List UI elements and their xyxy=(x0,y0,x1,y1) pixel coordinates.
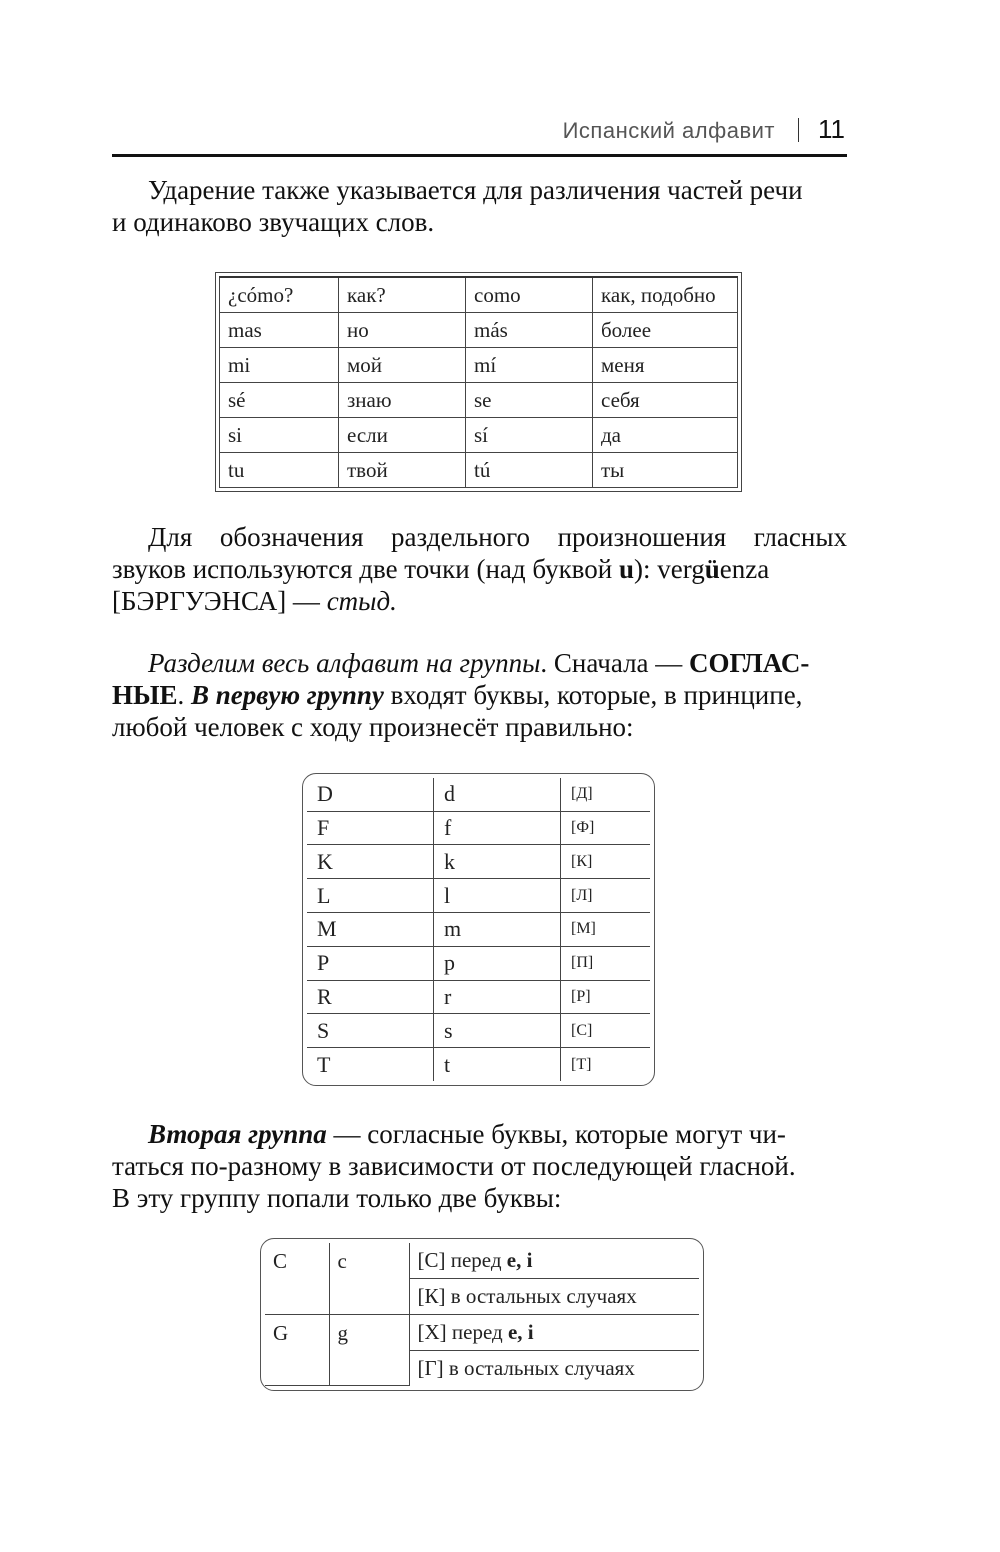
table-cell: tú xyxy=(466,453,593,488)
table-cell xyxy=(409,1243,699,1278)
first-group-table xyxy=(302,773,655,1086)
table-cell: L xyxy=(307,879,434,913)
table-row xyxy=(220,418,738,453)
table-row xyxy=(220,313,738,348)
table-cell: [М] xyxy=(561,913,651,947)
table-cell: s xyxy=(434,1014,561,1048)
table-cell: g xyxy=(329,1314,409,1385)
text-run: [БЭРГУЭНСА] — xyxy=(112,586,327,616)
stress-words-grid xyxy=(219,276,738,488)
table-cell: S xyxy=(307,1014,434,1048)
table-row xyxy=(220,277,738,313)
table-cell: t xyxy=(434,1048,561,1081)
text-run: в остальных случаях xyxy=(443,1355,635,1380)
table-cell: F xyxy=(307,811,434,845)
table-cell: [К] xyxy=(561,845,651,879)
paragraph-line: таться по-разному в зависимости от последующей гласной. xyxy=(112,1151,796,1181)
table-cell: ты xyxy=(593,453,738,488)
table-cell: si xyxy=(220,418,339,453)
table-cell: mas xyxy=(220,313,339,348)
table-cell: d xyxy=(434,778,561,811)
table-cell: c xyxy=(329,1243,409,1314)
bold-text: НЫЕ xyxy=(112,680,178,710)
bold-letter: u xyxy=(618,554,634,584)
table-cell: как, подобно xyxy=(593,277,738,313)
table-cell: l xyxy=(434,879,561,913)
text-run: enza xyxy=(719,554,770,584)
paragraph-line xyxy=(112,553,847,585)
table-cell: [Т] xyxy=(561,1048,651,1081)
table-cell: D xyxy=(307,778,434,811)
table-cell xyxy=(409,1314,699,1350)
text-run: ): verg xyxy=(633,554,705,584)
running-head-title: Испанский алфавит xyxy=(562,118,775,143)
paragraph-second-group xyxy=(112,1118,847,1214)
text-run: [С] перед xyxy=(417,1247,507,1272)
table-cell: [С] xyxy=(561,1014,651,1048)
paragraph-stress xyxy=(112,174,847,238)
table-row xyxy=(220,453,738,488)
table-cell: да xyxy=(593,418,738,453)
table-cell: como xyxy=(466,277,593,313)
first-group-grid xyxy=(307,778,650,1081)
table-cell: меня xyxy=(593,348,738,383)
table-cell: m xyxy=(434,913,561,947)
text-run: входят буквы, которые, в принципе, xyxy=(383,680,803,710)
bold-text: e, i xyxy=(507,1319,534,1344)
table-row xyxy=(307,879,650,913)
page-number: 11 xyxy=(818,114,845,144)
text-run: [К] xyxy=(417,1283,446,1308)
table-cell: ¿cómo? xyxy=(220,277,339,313)
paragraph-line: и одинаково звучащих слов. xyxy=(112,207,435,237)
table-cell: [Д] xyxy=(561,778,651,811)
text-run: [Г] xyxy=(417,1355,444,1380)
table-row xyxy=(220,348,738,383)
table-cell xyxy=(409,1278,699,1314)
table-row xyxy=(307,913,650,947)
table-row xyxy=(307,980,650,1014)
text-run: звуков используются две точки (над буквой xyxy=(112,554,619,584)
second-group-table xyxy=(260,1238,704,1391)
table-cell: C xyxy=(265,1243,329,1314)
table-cell: f xyxy=(434,811,561,845)
bold-text: СОГЛАС- xyxy=(689,648,810,678)
table-cell: [Ф] xyxy=(561,811,651,845)
table-row xyxy=(307,811,650,845)
paragraph-line xyxy=(112,679,847,711)
bold-letter: ü xyxy=(704,554,720,584)
second-group-grid xyxy=(265,1243,699,1386)
table-row xyxy=(307,1014,650,1048)
table-cell: [Л] xyxy=(561,879,651,913)
table-cell: M xyxy=(307,913,434,947)
paragraph-line: В эту группу попали только две буквы: xyxy=(112,1183,562,1213)
text-run: . xyxy=(177,680,192,710)
running-head xyxy=(112,112,847,157)
paragraph-line xyxy=(112,1118,847,1150)
text-run: в остальных случаях xyxy=(445,1283,637,1308)
italic-translation: стыд. xyxy=(326,586,397,616)
table-row xyxy=(307,946,650,980)
bold-italic-text: Вторая группа xyxy=(148,1119,327,1149)
table-cell: как? xyxy=(339,277,466,313)
table-cell: T xyxy=(307,1048,434,1081)
table-cell: R xyxy=(307,980,434,1014)
paragraph-line: Для обозначения раздельного произношения гласных xyxy=(148,522,847,552)
table-cell: более xyxy=(593,313,738,348)
table-row xyxy=(265,1243,699,1278)
paragraph-diaeresis xyxy=(112,521,847,617)
table-row xyxy=(265,1314,699,1350)
running-head-separator xyxy=(798,118,799,142)
italic-text: Разделим весь алфавит на группы xyxy=(148,648,541,678)
table-cell: G xyxy=(265,1314,329,1385)
table-cell: mi xyxy=(220,348,339,383)
table-cell: se xyxy=(466,383,593,418)
table-cell: P xyxy=(307,946,434,980)
table-cell: r xyxy=(434,980,561,1014)
table-cell: если xyxy=(339,418,466,453)
table-cell: tu xyxy=(220,453,339,488)
table-row xyxy=(307,778,650,811)
table-cell: [П] xyxy=(561,946,651,980)
table-cell: [Р] xyxy=(561,980,651,1014)
paragraph-line: Ударение также указывается для различения частей речи xyxy=(148,175,803,205)
table-cell xyxy=(409,1350,699,1385)
table-row xyxy=(307,1048,650,1081)
bold-italic-text: В первую группу xyxy=(191,680,384,710)
table-cell: sí xyxy=(466,418,593,453)
table-cell: но xyxy=(339,313,466,348)
table-cell: p xyxy=(434,946,561,980)
table-cell: мой xyxy=(339,348,466,383)
table-cell: K xyxy=(307,845,434,879)
text-run: — согласные буквы, которые могут чи- xyxy=(326,1119,786,1149)
table-row xyxy=(220,383,738,418)
table-cell: más xyxy=(466,313,593,348)
table-cell: k xyxy=(434,845,561,879)
paragraph-line: любой человек с ходу произнесёт правильно: xyxy=(112,712,634,742)
table-cell: sé xyxy=(220,383,339,418)
table-cell: знаю xyxy=(339,383,466,418)
table-cell: себя xyxy=(593,383,738,418)
text-run: [Х] перед xyxy=(417,1319,508,1344)
stress-words-table xyxy=(215,272,742,492)
bold-text: e, i xyxy=(506,1247,533,1272)
paragraph-groups xyxy=(112,647,847,743)
paragraph-line xyxy=(112,585,847,617)
paragraph-line xyxy=(112,647,847,679)
table-row xyxy=(307,845,650,879)
table-cell: mí xyxy=(466,348,593,383)
text-run: . Сначала — xyxy=(540,648,690,678)
table-cell: твой xyxy=(339,453,466,488)
